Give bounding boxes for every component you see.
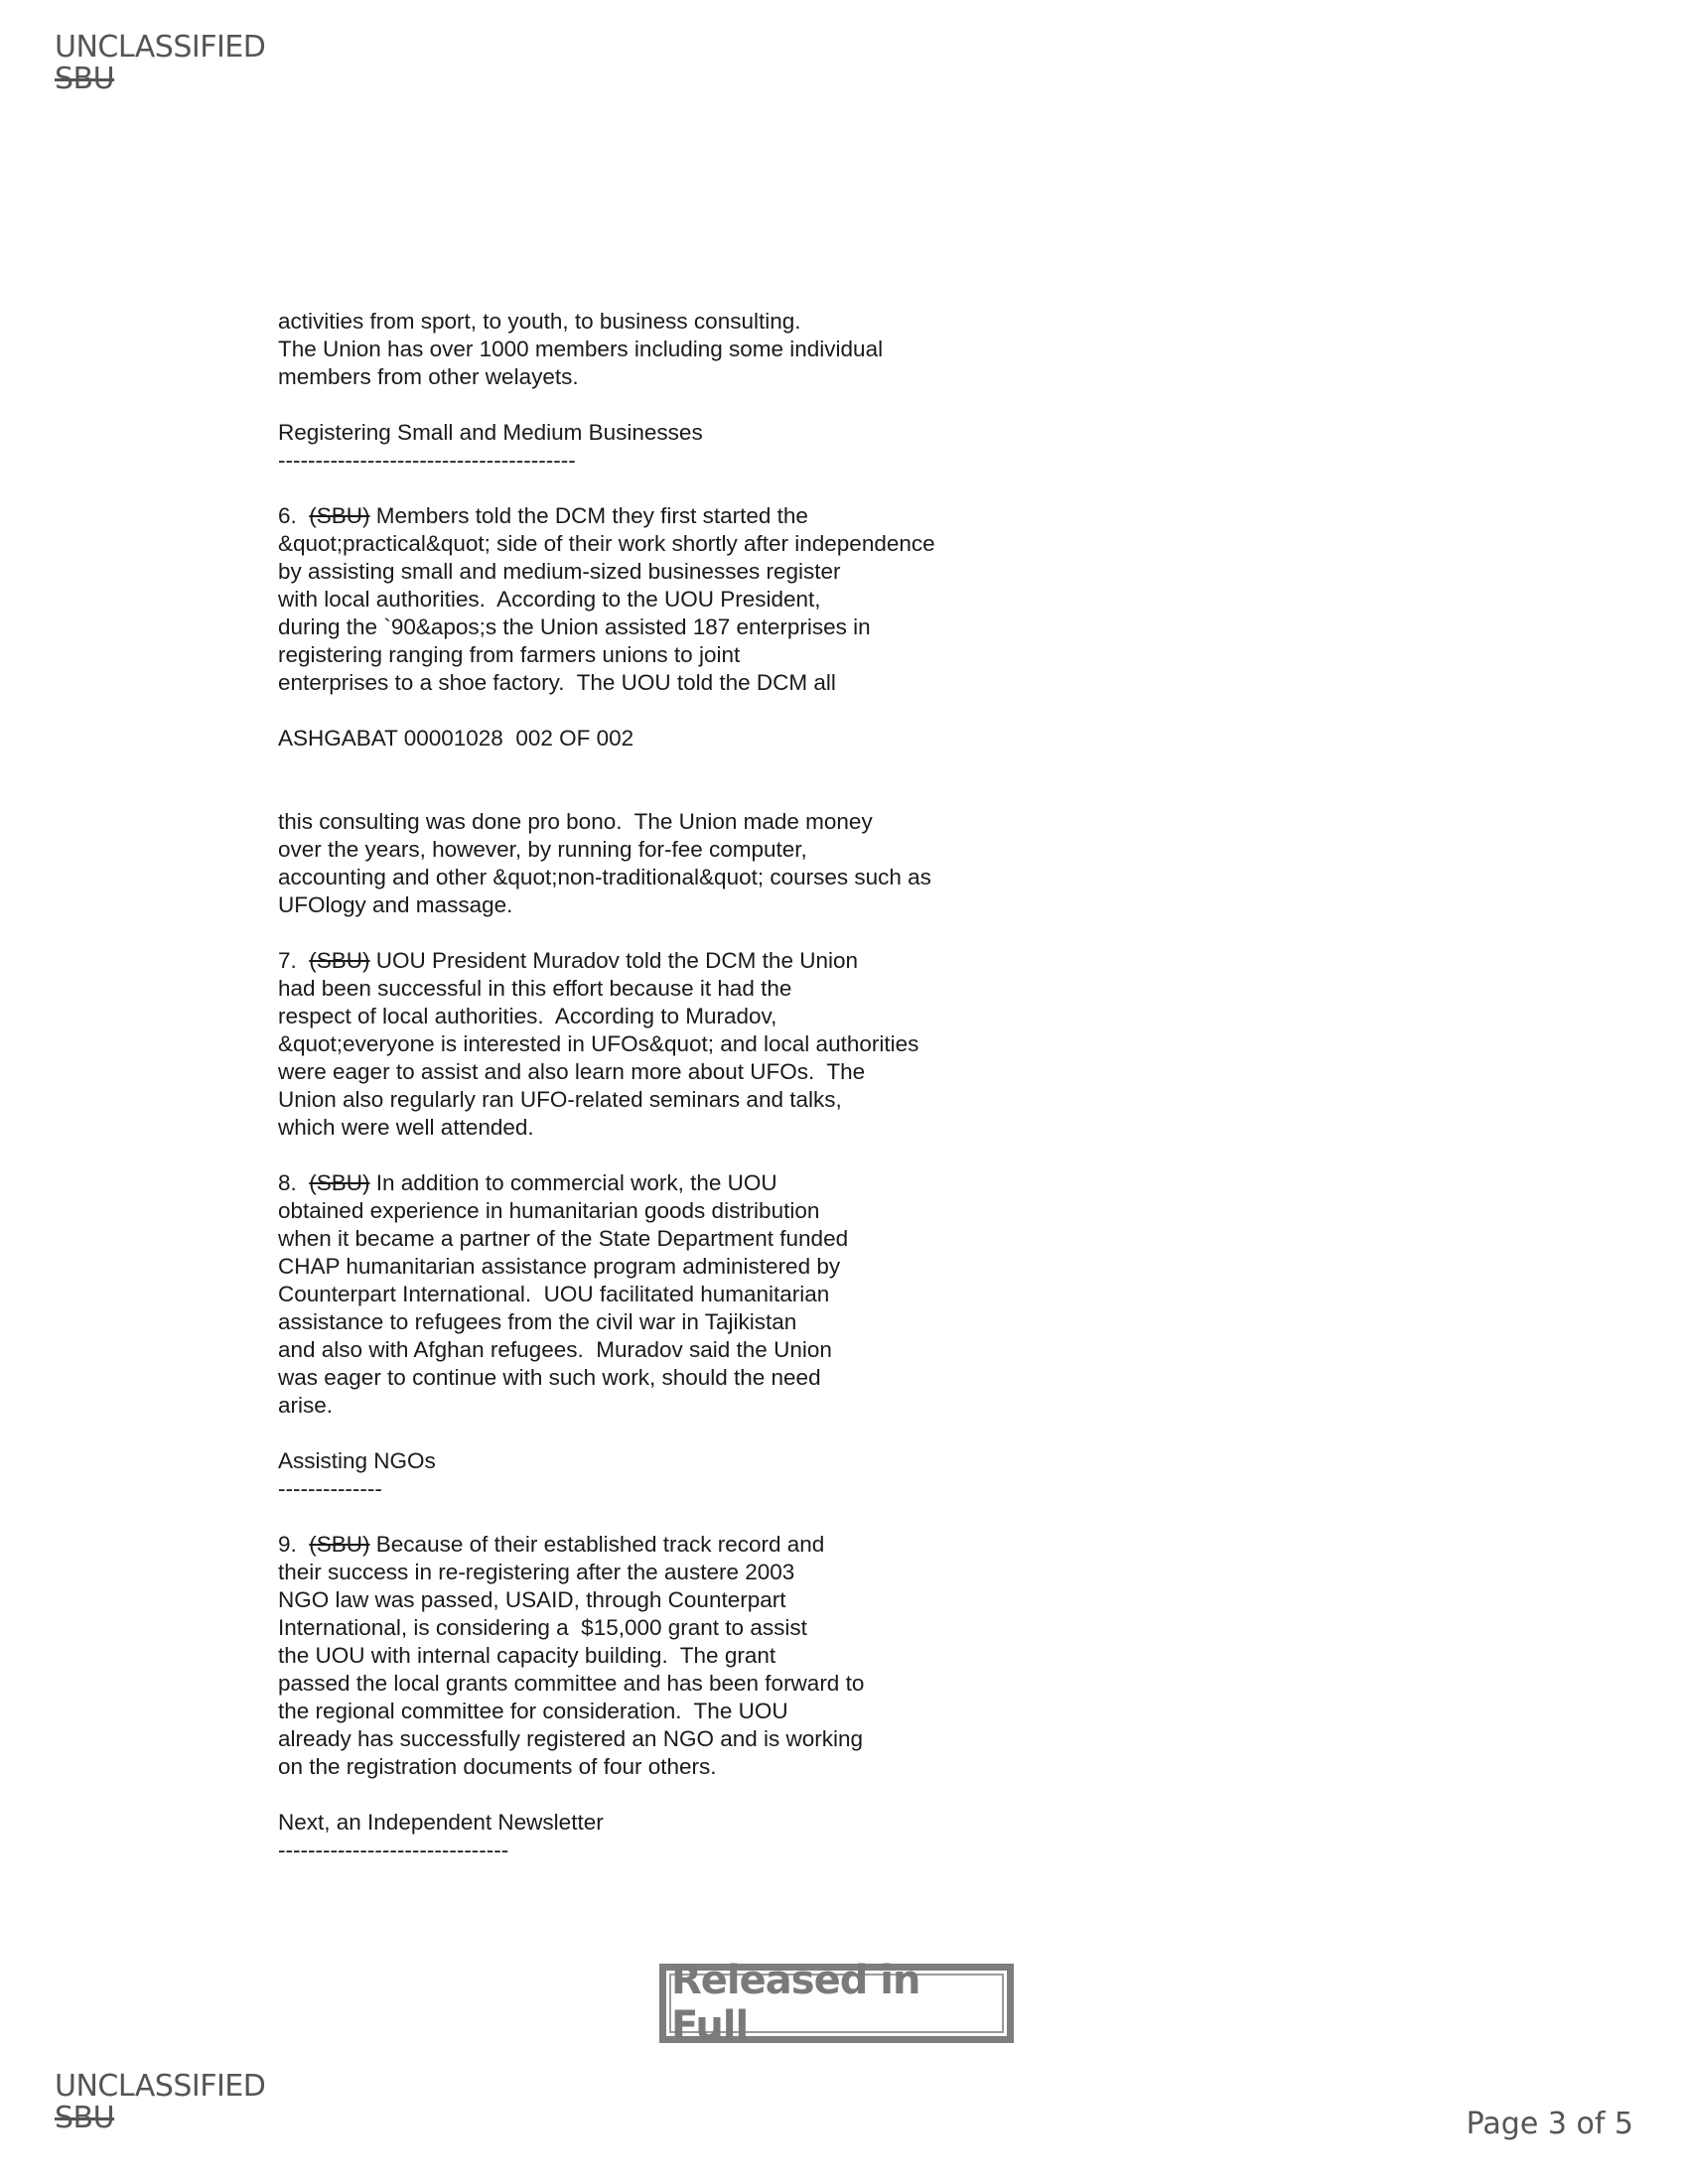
line-text: The Union has over 1000 members including some individual — [278, 337, 884, 361]
document-body — [278, 308, 1033, 1864]
body-line — [278, 1308, 1033, 1336]
line-text: already has successfully registered an NGO and is working — [278, 1726, 864, 1751]
body-line — [278, 1447, 1033, 1475]
body-line — [278, 1642, 1033, 1670]
body-line — [278, 919, 1033, 947]
body-line — [278, 1392, 1033, 1420]
line-text: Union also regularly ran UFO-related seminars and talks, — [278, 1087, 842, 1112]
sbu-marking-struck: (SBU) — [309, 948, 370, 973]
line-text: arise. — [278, 1393, 334, 1418]
paragraph-number: 9. — [278, 1532, 310, 1557]
line-text: and also with Afghan refugees. Muradov said the Union — [278, 1337, 832, 1362]
body-line — [278, 1614, 1033, 1642]
line-text: over the years, however, by running for-fee computer, — [278, 837, 807, 862]
body-line — [278, 1753, 1033, 1781]
body-line — [278, 808, 1033, 836]
body-line — [278, 1114, 1033, 1142]
line-text: obtained experience in humanitarian goods distribution — [278, 1198, 820, 1223]
body-line — [278, 1781, 1033, 1809]
line-text: during the `90&apos;s the Union assisted 187 enterprises in — [278, 614, 871, 639]
body-line — [278, 641, 1033, 669]
line-text: respect of local authorities. According to Muradov, — [278, 1004, 777, 1028]
line-text: this consulting was done pro bono. The Union made money — [278, 809, 873, 834]
body-line — [278, 475, 1033, 502]
line-text: &quot;everyone is interested in UFOs&quot; and local authorities — [278, 1031, 919, 1056]
line-text: the UOU with internal capacity building. The grant — [278, 1643, 776, 1668]
line-text: -------------- — [278, 1476, 382, 1501]
line-text: NGO law was passed, USAID, through Counterpart — [278, 1587, 786, 1612]
body-line — [278, 614, 1033, 641]
line-text: by assisting small and medium-sized businesses register — [278, 559, 841, 584]
paragraph-number: 8. — [278, 1170, 310, 1195]
body-line — [278, 1559, 1033, 1586]
body-line — [278, 391, 1033, 419]
body-line — [278, 780, 1033, 808]
line-text: UOU President Muradov told the DCM the Union — [369, 948, 858, 973]
body-line — [278, 1336, 1033, 1364]
body-line — [278, 725, 1033, 752]
line-text: CHAP humanitarian assistance program administered by — [278, 1254, 841, 1279]
body-line — [278, 752, 1033, 780]
body-line — [278, 836, 1033, 864]
body-line — [278, 308, 1033, 336]
sbu-marking-struck: (SBU) — [309, 1532, 370, 1557]
line-text: In addition to commercial work, the UOU — [369, 1170, 777, 1195]
body-line — [278, 1003, 1033, 1030]
line-text: registering ranging from farmers unions to joint — [278, 642, 741, 667]
paragraph-lead-line — [278, 502, 1033, 530]
body-line — [278, 1364, 1033, 1392]
paragraph-lead-line — [278, 1531, 1033, 1559]
line-text: accounting and other &quot;non-traditional&quot; courses such as — [278, 865, 931, 889]
line-text: when it became a partner of the State Department funded — [278, 1226, 849, 1251]
body-line — [278, 975, 1033, 1003]
sbu-marking-struck: (SBU) — [309, 1170, 370, 1195]
line-text: which were well attended. — [278, 1115, 534, 1140]
line-text: Registering Small and Medium Businesses — [278, 420, 703, 445]
line-text: members from other welayets. — [278, 364, 579, 389]
released-in-full-stamp — [659, 1958, 1014, 2049]
footer-classification: UNCLASSIFIED — [55, 2069, 266, 2104]
body-line — [278, 1142, 1033, 1169]
body-line — [278, 891, 1033, 919]
body-line — [278, 697, 1033, 725]
footer-caveat-struck: SBU — [55, 2101, 115, 2135]
body-line — [278, 1253, 1033, 1281]
body-line — [278, 419, 1033, 447]
line-text: their success in re-registering after the austere 2003 — [278, 1560, 795, 1584]
body-line — [278, 447, 1033, 475]
paragraph-number: 7. — [278, 948, 310, 973]
body-line — [278, 1058, 1033, 1086]
body-line — [278, 1698, 1033, 1725]
header-classification: UNCLASSIFIED — [55, 30, 266, 65]
footer-classification-marking — [55, 2071, 265, 2134]
line-text: Next, an Independent Newsletter — [278, 1810, 604, 1835]
body-line — [278, 1503, 1033, 1531]
line-text: were eager to assist and also learn more about UFOs. The — [278, 1059, 866, 1084]
line-text: International, is considering a $15,000 grant to assist — [278, 1615, 807, 1640]
body-line — [278, 336, 1033, 363]
body-line — [278, 1086, 1033, 1114]
paragraph-number: 6. — [278, 503, 310, 528]
line-text: ------------------------------- — [278, 1838, 509, 1862]
page-number: Page 3 of 5 — [1466, 2107, 1633, 2141]
body-line — [278, 1837, 1033, 1864]
line-text: ---------------------------------------- — [278, 448, 576, 473]
body-line — [278, 864, 1033, 891]
body-line — [278, 1670, 1033, 1698]
line-text: ASHGABAT 00001028 002 OF 002 — [278, 726, 634, 751]
body-line — [278, 1586, 1033, 1614]
body-line — [278, 1420, 1033, 1447]
body-line — [278, 1197, 1033, 1225]
body-line — [278, 586, 1033, 614]
body-line — [278, 1225, 1033, 1253]
body-line — [278, 1475, 1033, 1503]
line-text: the regional committee for consideration. The UOU — [278, 1699, 788, 1723]
line-text: Assisting NGOs — [278, 1448, 436, 1473]
header-caveat-struck: SBU — [55, 62, 115, 96]
line-text: &quot;practical&quot; side of their work shortly after independence — [278, 531, 935, 556]
body-line — [278, 363, 1033, 391]
body-line — [278, 1030, 1033, 1058]
line-text: was eager to continue with such work, should the need — [278, 1365, 821, 1390]
body-line — [278, 530, 1033, 558]
line-text: passed the local grants committee and has been forward to — [278, 1671, 865, 1696]
line-text: Because of their established track record and — [369, 1532, 825, 1557]
body-line — [278, 1809, 1033, 1837]
body-line — [278, 1281, 1033, 1308]
line-text: Members told the DCM they first started the — [369, 503, 808, 528]
sbu-marking-struck: (SBU) — [309, 503, 370, 528]
line-text: UFOlogy and massage. — [278, 892, 513, 917]
line-text: Counterpart International. UOU facilitated humanitarian — [278, 1282, 830, 1306]
line-text: on the registration documents of four others. — [278, 1754, 717, 1779]
paragraph-lead-line — [278, 947, 1033, 975]
line-text: activities from sport, to youth, to business consulting. — [278, 309, 801, 334]
body-line — [278, 558, 1033, 586]
line-text: enterprises to a shoe factory. The UOU told the DCM all — [278, 670, 836, 695]
paragraph-lead-line — [278, 1169, 1033, 1197]
line-text: had been successful in this effort because it had the — [278, 976, 792, 1001]
line-text: with local authorities. According to the UOU President, — [278, 587, 821, 612]
header-classification-marking — [55, 32, 265, 95]
body-line — [278, 669, 1033, 697]
line-text: assistance to refugees from the civil war in Tajikistan — [278, 1309, 797, 1334]
body-line — [278, 1725, 1033, 1753]
released-stamp-text: Released in Full — [669, 1974, 1004, 2033]
